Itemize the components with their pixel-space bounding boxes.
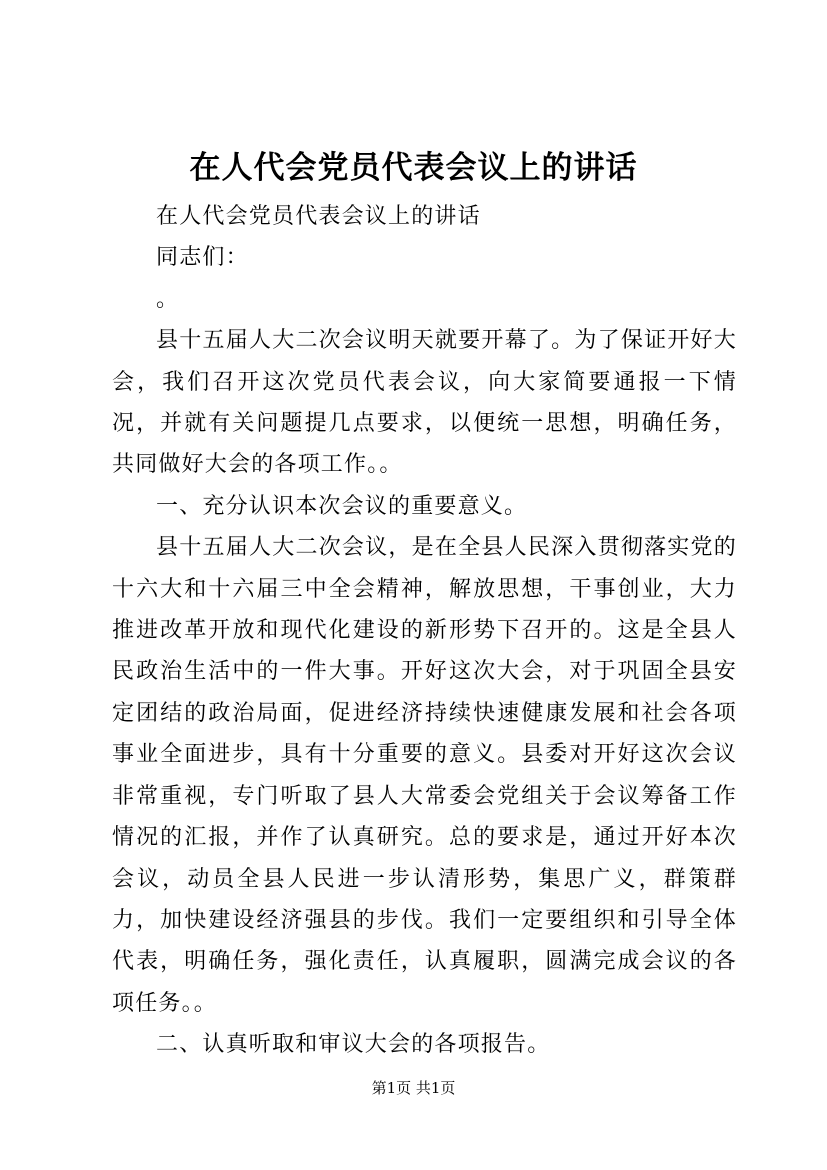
paragraph-period: 。	[156, 286, 180, 312]
paragraph-subtitle: 在人代会党员代表会议上的讲话	[156, 204, 481, 229]
document-title: 在人代会党员代表会议上的讲话	[189, 150, 638, 186]
paragraph-section-1: 县十五届人大二次会议，是在全县人民深入贯彻落实党的十六大和十六届三中全会精神，解放思想，干事创业，大力推进改革开放和现代化建设的新形势下召开的。这是全县人民政治生活中的一件大事。开好这次大会，对于巩固全县安定团结的政治局面，促进经济持续快速健康发展和社会各项事业全面进步，具有十分重要的意义。县委对开好这次会议非常重视，专门听取了县人大常委会党组关于会议筹备工作情况的汇报，并作了认真研究。总的要求是，通过开好本次会议，动员全县人民进一步认清形势，集思广义，群策群力，加快建设经济强县的步伐。我们一定要组织和引导全体代表，明确任务，强化责任，认真履职，圆满完成会议的各项任务。。	[112, 535, 737, 1016]
paragraph-salutation: 同志们：	[156, 245, 249, 271]
section-heading-1: 一、充分认识本次会议的重要意义。	[156, 493, 528, 519]
paragraph-intro: 县十五届人大二次会议明天就要开幕了。为了保证开好大会，我们召开这次党员代表会议，向大家简要通报一下情况，并就有关问题提几点要求，以便统一思想，明确任务，共同做好大会的各项工作。。	[112, 328, 737, 478]
document-body	[112, 196, 737, 1066]
section-heading-2: 二、认真听取和审议大会的各项报告。	[156, 1032, 551, 1058]
page-number-footer: 第1页 共1页	[371, 1079, 456, 1097]
